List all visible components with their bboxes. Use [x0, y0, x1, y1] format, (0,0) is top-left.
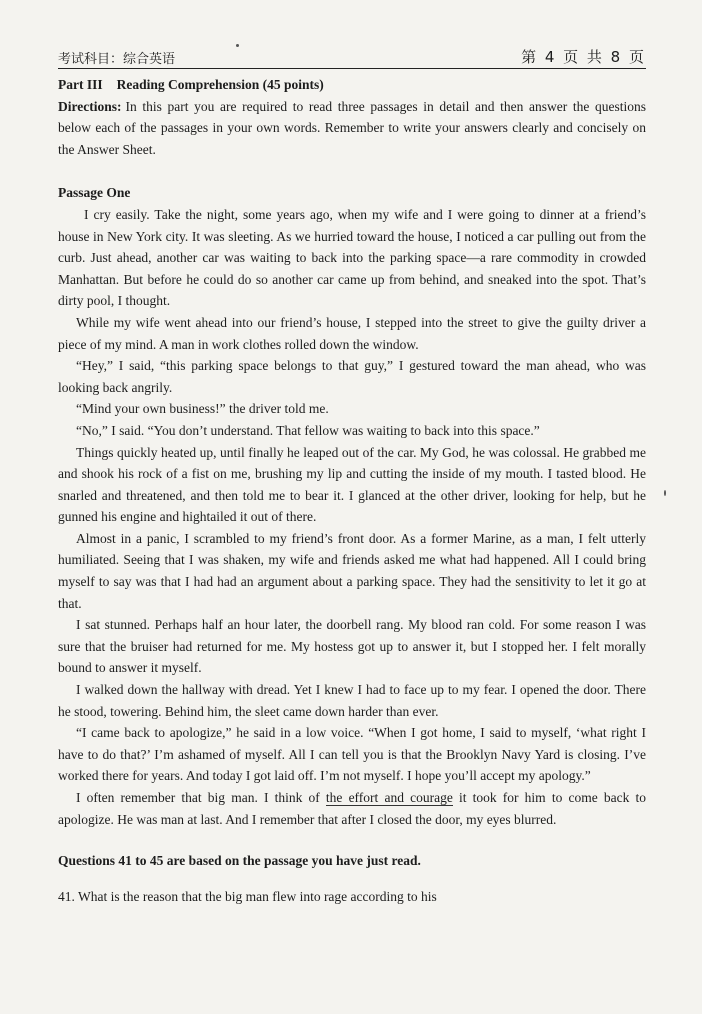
- page-body: [58, 74, 646, 907]
- subject-label: 考试科目：综合英语: [58, 52, 176, 67]
- passage-paragraph: “No,” I said. “You don’t understand. That fellow was waiting to back into this space.”: [76, 422, 540, 438]
- directions: [58, 96, 646, 161]
- passage-paragraph: “I came back to apologize,” he said in a low voice. “When I got home, I said to myself, ‘what right I have to do that?’ I’m ashamed of myself. All I can tell you is that the Brooklyn Navy Yard is closing. I’ve worked there for years. And today I got laid off. I’m not myself. I hope you’ll accept my apology.”: [58, 725, 646, 784]
- passage-paragraph: While my wife went ahead into our friend’s house, I stepped into the street to give the guilty driver a piece of my mind. A man in work clothes rolled down the window.: [58, 314, 646, 352]
- passage-paragraph: “Mind your own business!” the driver told me.: [76, 401, 329, 417]
- directions-text: In this part you are required to read three passages in detail and then answer the questions below each of the passages in your own words. Remember to write your answers clearly and concisely on the Answer Sheet.: [58, 98, 646, 157]
- page-header: [58, 46, 646, 69]
- passage-paragraph: I sat stunned. Perhaps half an hour later, the doorbell rang. My blood ran cold. For some reason I was sure that the bruiser had returned for me. My hostess got up to answer it, but I stopped her. I felt morally bound to answer it myself.: [58, 617, 646, 676]
- passage-paragraph: I cry easily. Take the night, some years ago, when my wife and I were going to dinner at a friend’s house in New York city. It was sleeting. As we hurried toward the house, I noticed a car pulling out from the curb. Just ahead, another car was waiting to back into the parking space—a rare commodity in crowded Manhattan. But before he could do so another car came up from behind, and sneaked into the spot. That’s dirty pool, I thought.: [58, 206, 646, 309]
- part-title: Reading Comprehension (45 points): [116, 77, 324, 92]
- page-number: 第 4 页 共 8 页: [521, 48, 646, 66]
- handwritten-underline: the effort and courage: [325, 790, 453, 805]
- part-number: Part III: [58, 77, 103, 92]
- passage-paragraph: Almost in a panic, I scrambled to my friend’s front door. As a former Marine, as a man, I felt utterly humiliated. Seeing that I was shaken, my wife and friends asked me what had happened. All I could bring myself to say was that I had had an argument about a parking space. They had the sensitivity to let it go at that.: [58, 530, 646, 611]
- directions-label: Directions:: [58, 98, 122, 114]
- passage-paragraph: I walked down the hallway with dread. Yet I knew I had to face up to my fear. I opened the door. There he stood, towering. Behind him, the sleet came down harder than ever.: [58, 682, 646, 719]
- passage-paragraph-last: [58, 787, 646, 830]
- ink-speck: [664, 490, 666, 496]
- questions-heading: Questions 41 to 45 are based on the passage you have just read.: [58, 853, 421, 869]
- last-para-after: it took for him to come back to apologize. He was man at last. And I remember that after I closed the door, my eyes blurred.: [58, 790, 646, 827]
- passage-title: Passage One: [58, 185, 131, 201]
- passage-paragraph: Things quickly heated up, until finally he leaped out of the car. My God, he was colossal. He grabbed me and shook his rock of a fist on me, brushing my lip and cutting the inside of my mouth. I tasted blood. He snarled and threatened, and then told me to bear it. I glanced at the other driver, looking for help, but he gunned his engine and hightailed it out of there.: [58, 444, 646, 525]
- question-41: 41. What is the reason that the big man flew into rage according to his: [58, 888, 437, 904]
- passage-paragraph: “Hey,” I said, “this parking space belongs to that guy,” I gestured toward the man ahead, who was looking back angrily.: [58, 358, 646, 395]
- part-heading: [58, 74, 646, 96]
- last-para-before: I often remember that big man. I think of: [76, 790, 326, 805]
